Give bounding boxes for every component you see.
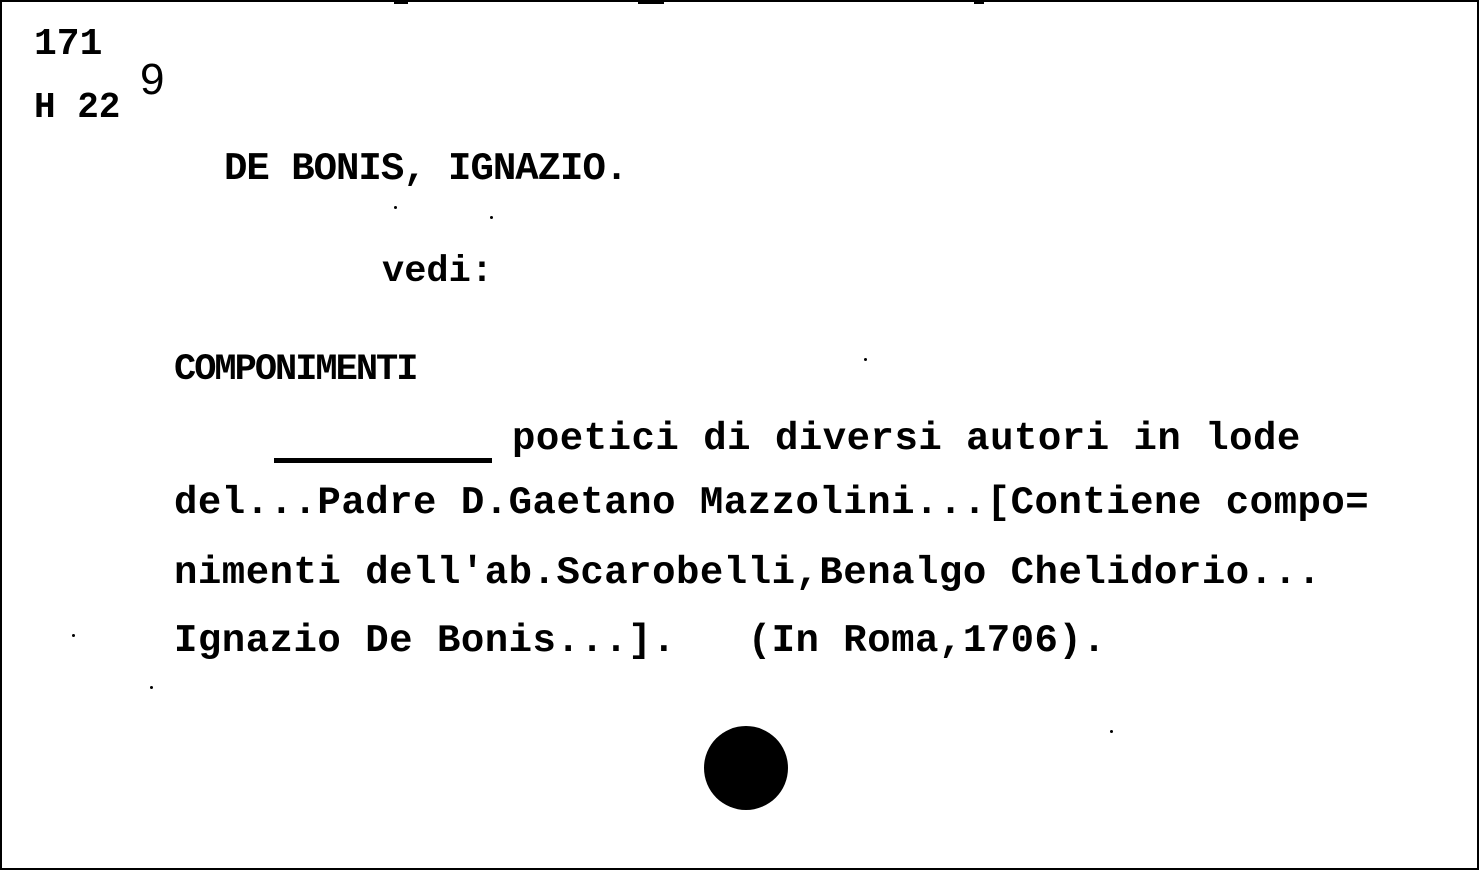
speck bbox=[150, 686, 153, 689]
shelf-mark: H 22 bbox=[34, 87, 121, 128]
speck bbox=[72, 634, 75, 637]
body-line: poetici di diversi autori in lode bbox=[512, 417, 1301, 461]
repeat-title-dash bbox=[274, 458, 492, 463]
speck bbox=[394, 2, 408, 4]
speck bbox=[638, 2, 664, 4]
body-line: Ignazio De Bonis...]. (In Roma,1706). bbox=[174, 619, 1107, 663]
speck bbox=[394, 206, 397, 209]
see-reference: vedi: bbox=[382, 251, 494, 293]
shelf-number: 171 bbox=[34, 23, 103, 66]
speck bbox=[974, 2, 984, 4]
speck bbox=[1110, 730, 1113, 733]
author-heading: DE BONIS, IGNAZIO. bbox=[224, 147, 628, 191]
punch-hole bbox=[704, 726, 788, 810]
body-line: nimenti dell'ab.Scarobelli,Benalgo Chelidorio... bbox=[174, 551, 1322, 595]
body-line: del...Padre D.Gaetano Mazzolini...[Contiene compo= bbox=[174, 481, 1370, 525]
title-entry: COMPONIMENTI bbox=[174, 349, 417, 391]
shelf-mark-superscript: 9 bbox=[140, 55, 165, 104]
speck bbox=[864, 358, 867, 361]
speck bbox=[490, 216, 493, 219]
